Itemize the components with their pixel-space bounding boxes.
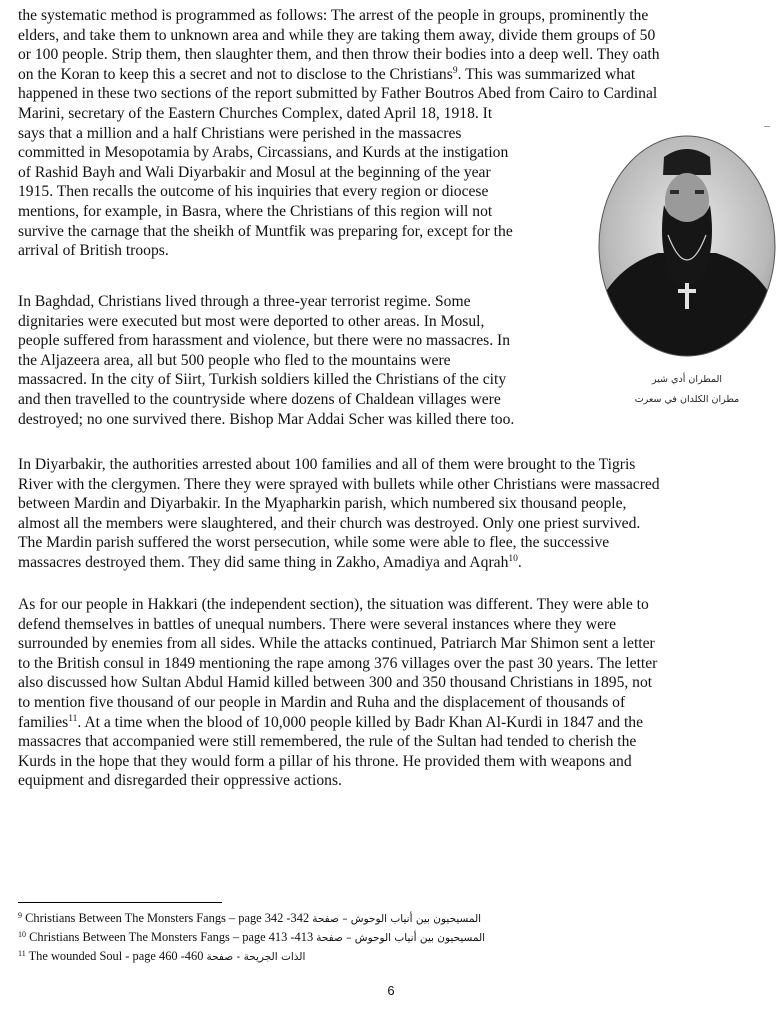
text-line: elders, and take them to unknown area and while they are taking them away, divide them groups of 50 <box>18 26 656 44</box>
text-line: Marini, secretary of the Eastern Churches Complex, dated April 18, 1918. It <box>18 104 493 122</box>
text-line: defend themselves in battles of unequal numbers. There were several instances where they were <box>18 615 617 633</box>
text-line: happened in these two sections of the report submitted by Father Boutros Abed from Cairo to Cardinal <box>18 85 658 103</box>
text-line: arrival of British troops. <box>18 242 169 260</box>
footnote-10 <box>18 930 485 945</box>
text-line: to mention five thousand of our people in Mardin and Ruha and the displacement of thousands of <box>18 693 626 711</box>
paragraph-1 <box>18 6 660 261</box>
text-line: destroyed; no one survived there. Bishop Mar Addai Scher was killed there too. <box>18 410 515 428</box>
text-line: 1915. Then recalls the outcome of his inquiries that every region or diocese <box>18 183 489 201</box>
footnote-text: Christians Between The Monsters Fangs – page 342 -342 <box>25 911 313 925</box>
portrait-illustration <box>598 135 776 357</box>
text-line: As for our people in Hakkari (the independent section), the situation was different. They were able to <box>18 596 649 613</box>
text-line: In Diyarbakir, the authorities arrested about 100 families and all of them were brought to the Tigris <box>18 456 636 473</box>
text-line: Kurds in the hope that they would form a pillar of his throne. He provided them with weapons and <box>18 752 632 770</box>
text-fragment: massacres destroyed them. They did same thing in Zakho, Amadiya and Aqrah <box>18 553 509 571</box>
text-line: River with the clergymen. There they were sprayed with bullets while other Christians were massacred <box>18 475 660 493</box>
text-line: people suffered from harassment and violence, but there were no massacres. In <box>18 332 511 350</box>
text-line: to the British consul in 1849 mentioning the rape among 376 villages over the past 30 years. The letter <box>18 654 658 672</box>
paragraph-2 <box>18 292 514 429</box>
footnote-number: 11 <box>18 949 26 958</box>
text-line: the Aljazeera area, all but 500 people who fled to the mountains were <box>18 351 451 369</box>
footnote-text: The wounded Soul - page 460 -460 <box>28 949 207 963</box>
scan-artifact <box>764 126 770 127</box>
footnote-9 <box>18 911 481 926</box>
text-line: equipment and disregarded their oppressive actions. <box>18 772 342 790</box>
text-line: survive the carnage that the sheikh of Muntfik was preparing for, except for the <box>18 222 513 240</box>
footnote-number: 9 <box>18 911 22 920</box>
footnote-arabic: المسيحيون بين أنياب الوحوش – صفحة <box>316 932 486 944</box>
page-number: 6 <box>387 983 395 998</box>
portrait-caption-line-1: المطران أدي شير <box>651 374 723 385</box>
text-line: between Mardin and Diyarbakir. In the Myapharkin parish, which numbered six thousand people, <box>18 495 627 513</box>
text-line: or 100 people. Strip them, then slaughter them, and then throw their bodies into a deep well. They oath <box>18 46 660 64</box>
text-fragment: on the Koran to keep this a secret and not to disclose to the Christians <box>18 65 453 83</box>
text-line: of Rashid Bayh and Wali Diyarbakir and Mosul at the beginning of the year <box>18 163 491 181</box>
footnote-ref-10[interactable]: 10 <box>508 553 518 564</box>
text-line: In Baghdad, Christians lived through a three-year terrorist regime. Some <box>18 293 471 310</box>
footnote-arabic: الذات الجريحة - صفحة <box>206 951 306 963</box>
text-fragment: . This was summarized what <box>457 65 636 83</box>
text-line: the systematic method is programmed as follows: The arrest of the people in groups, prominently the <box>18 7 649 24</box>
portrait-caption-line-2: مطران الكلدان في سعرت <box>634 394 740 405</box>
text-line: mentions, for example, in Basra, where the Christians of this region will not <box>18 202 493 220</box>
footnote-number: 10 <box>18 930 26 939</box>
footnote-separator <box>18 902 222 903</box>
text-line: massacres that accompanied were still remembered, the rule of the Sultan had tended to cherish the <box>18 733 637 751</box>
footnote-ref-11[interactable]: 11 <box>68 713 78 724</box>
bishop-portrait <box>598 135 776 357</box>
footnote-text: Christians Between The Monsters Fangs – page 413 -413 <box>29 930 317 944</box>
text-line: and then travelled to the countryside where dozens of Chaldean villages were <box>18 390 501 408</box>
portrait-image <box>598 135 776 357</box>
text-fragment: . At a time when the blood of 10,000 people killed by Badr Khan Al-Kurdi in 1847 and the <box>77 713 643 731</box>
text-line <box>18 713 657 733</box>
text-line: The Mardin parish suffered the worst persecution, while some were able to flee, the successive <box>18 534 610 552</box>
text-line <box>18 65 660 85</box>
text-line: massacred. In the city of Siirt, Turkish soldiers killed the Christians of the city <box>18 371 507 389</box>
text-line: committed in Mesopotamia by Arabs, Circassians, and Kurds at the instigation <box>18 144 509 162</box>
paragraph-4 <box>18 595 657 791</box>
text-fragment: families <box>18 713 69 731</box>
footnote-11 <box>18 949 305 964</box>
text-line: almost all the members were slaughtered, and their church was destroyed. Only one priest survived. <box>18 514 641 532</box>
text-fragment: . <box>517 553 522 571</box>
paragraph-3 <box>18 455 660 573</box>
text-line: dignitaries were executed but most were deported to other areas. In Mosul, <box>18 312 485 330</box>
text-line <box>18 553 660 573</box>
text-line: says that a million and a half Christians were perished in the massacres <box>18 124 462 142</box>
footnote-ref-9[interactable]: 9 <box>452 65 458 76</box>
footnote-arabic: المسيحيون بين أنياب الوحوش – صفحة <box>312 913 482 925</box>
text-line: also discussed how Sultan Abdul Hamid killed between 300 and 350 thousand Christians in 1895, not <box>18 674 653 692</box>
text-line: surrounded by enemies from all sides. While the attacks continued, Patriarch Mar Shimon sent a letter <box>18 635 655 653</box>
